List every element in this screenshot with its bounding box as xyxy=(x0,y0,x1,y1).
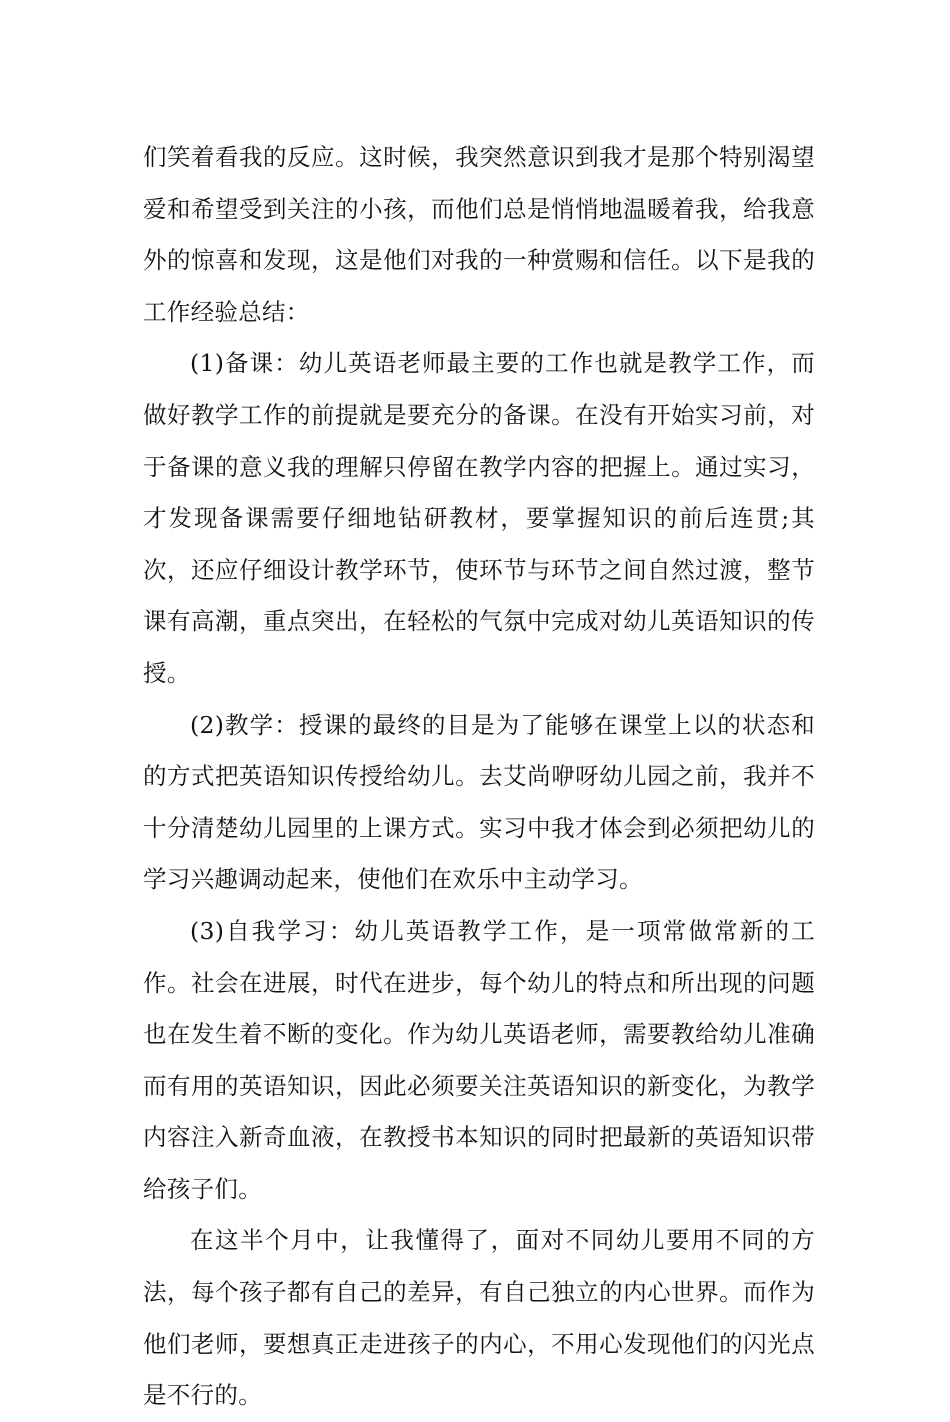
paragraph-continued-reflection: 们笑着看我的反应。这时候，我突然意识到我才是那个特别渴望爱和希望受到关注的小孩，而他们总是悄悄地温暖着我，给我意外的惊喜和发现，这是他们对我的一种赏赐和信任。以下是我的工作经验总结： xyxy=(143,143,815,326)
paragraph-lesson-preparation: (1)备课：幼儿英语老师最主要的工作也就是教学工作，而做好教学工作的前提就是要充分的备课。在没有开始实习前，对于备课的意义我的理解只停留在教学内容的把握上。通过实习，才发现备课需要仔细地钻研教材，要掌握知识的前后连贯;其次，还应仔细设计教学环节，使环节与环节之间自然过渡，整节课有高潮，重点突出，在轻松的气氛中完成对幼儿英语知识的传授。 xyxy=(143,349,815,687)
paragraph-self-study: (3)自我学习：幼儿英语教学工作，是一项常做常新的工作。社会在进展，时代在进步，每个幼儿的特点和所出现的问题也在发生着不断的变化。作为幼儿英语老师，需要教给幼儿准确而有用的英语知识，因此必须要关注英语知识的新变化，为教学内容注入新奇血液，在教授书本知识的同时把最新的英语知识带给孩子们。 xyxy=(143,916,815,1203)
paragraph-teaching: (2)教学：授课的最终的目是为了能够在课堂上以的状态和的方式把英语知识传授给幼儿。去艾尚咿呀幼儿园之前，我并不十分清楚幼儿园里的上课方式。实习中我才体会到必须把幼儿的学习兴趣调动起来，使他们在欢乐中主动学习。 xyxy=(143,710,815,894)
paragraph-conclusion: 在这半个月中，让我懂得了，面对不同幼儿要用不同的方法，每个孩子都有自己的差异，有自己独立的内心世界。而作为他们老师，要想真正走进孩子的内心，不用心发现他们的闪光点是不行的。 xyxy=(143,1226,815,1410)
document-body xyxy=(143,132,815,1422)
